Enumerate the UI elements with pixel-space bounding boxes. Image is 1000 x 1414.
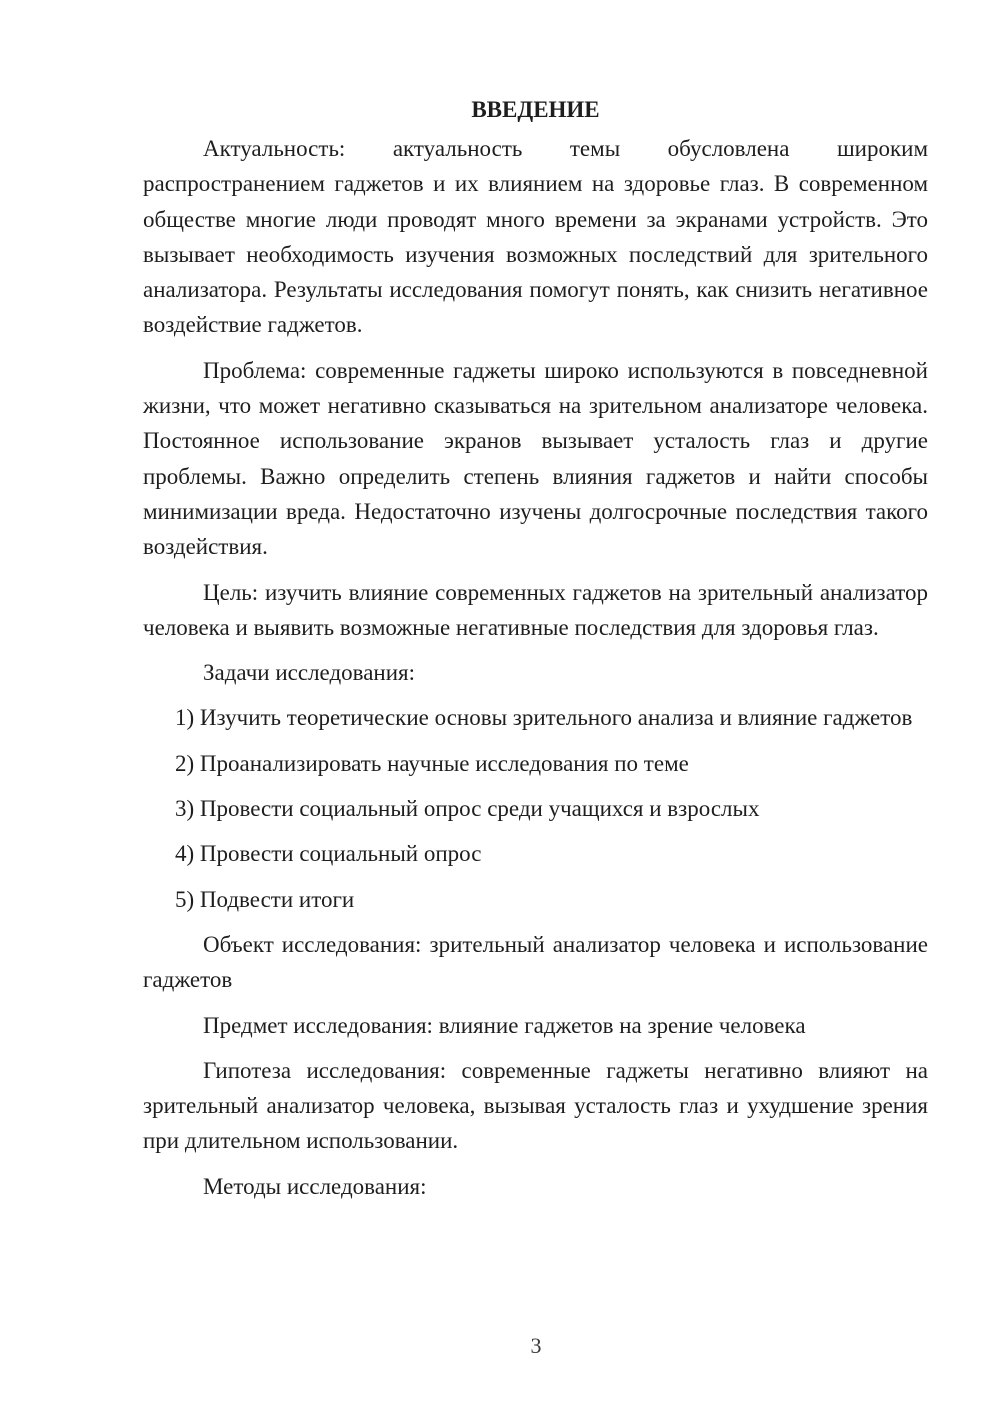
tasks-list (143, 700, 928, 916)
subject-paragraph: Предмет исследования: влияние гаджетов на зрение человека (203, 1012, 806, 1038)
task-item: 2) Проанализировать научные исследования по теме (175, 750, 689, 776)
task-item: 4) Провести социальный опрос (175, 841, 482, 867)
object-paragraph: Объект исследования: зрительный анализатор человека и использование гаджетов (143, 931, 928, 993)
page-number: 3 (530, 1333, 542, 1358)
relevance-paragraph: Актуальность: актуальность темы обусловлена широким распространением гаджетов и их влиянием на здоровье глаз. В современном обществе многие люди проводят много времени за экранами устройств. Это вызывает необходимость изучения возможных последствий для зрительного анализатора. Результаты исследования помогут понять, как снизить негативное воздействие гаджетов. (143, 136, 928, 338)
problem-paragraph: Проблема: современные гаджеты широко используются в повседневной жизни, что может негативно сказываться на зрительном анализаторе человека. Постоянное использование экранов вызывает усталость глаз и другие проблемы. Важно определить степень влияния гаджетов и найти способы минимизации вреда. Недостаточно изучены долгосрочные последствия такого воздействия. (143, 357, 928, 560)
page-content (143, 92, 928, 1214)
task-item: 1) Изучить теоретические основы зрительного анализа и влияние гаджетов (175, 705, 913, 731)
methods-title: Методы исследования: (203, 1173, 427, 1199)
tasks-title: Задачи исследования: (203, 660, 416, 686)
section-heading: ВВЕДЕНИЕ (471, 97, 600, 122)
goal-paragraph: Цель: изучить влияние современных гаджетов на зрительный анализатор человека и выявить возможные негативные последствия для здоровья глаз. (143, 579, 928, 640)
task-item: 3) Провести социальный опрос среди учащихся и взрослых (175, 796, 760, 822)
hypothesis-paragraph: Гипотеза исследования: современные гаджеты негативно влияют на зрительный анализатор человека, вызывая усталость глаз и ухудшение зрения при длительном использовании. (143, 1057, 928, 1154)
task-item: 5) Подвести итоги (175, 886, 355, 912)
